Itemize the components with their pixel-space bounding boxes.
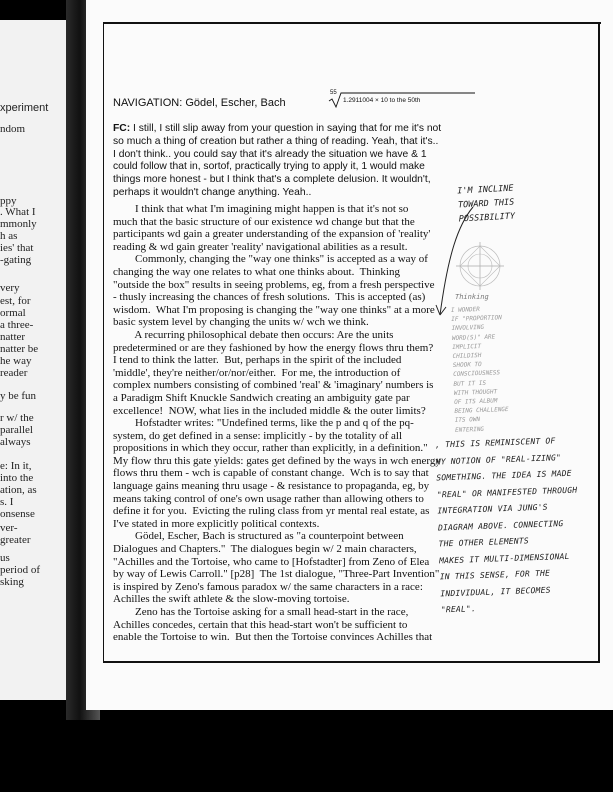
facing-page-fragment: onsense <box>0 508 35 520</box>
page-border-right <box>598 22 600 662</box>
text-line: "Achilles and the Tortoise, who came to [Hofstadter] from Zeno of Elea <box>113 555 430 568</box>
facing-page-fragment: into the <box>0 472 34 484</box>
text-line: excellence! NOW, what lies in the included middle & the outer limits? <box>113 404 426 417</box>
handwritten-line: , THIS IS REMINISCENT OF <box>434 436 556 450</box>
page-border-bottom <box>103 661 600 663</box>
facing-page-fragment: ver- <box>0 522 18 534</box>
root-expression <box>327 90 477 110</box>
text-line: Gödel, Escher, Bach is structured as "a counterpoint between <box>113 530 404 543</box>
handwritten-note-top <box>457 182 515 227</box>
interview-line: things more honest - but I think that's a complete delusion. It wouldn't, <box>113 174 431 186</box>
page-border-left <box>103 22 104 662</box>
text-line: A recurring philosophical debate then occurs: Are the units <box>113 328 394 341</box>
handwritten-line: TOWARD THIS <box>457 197 515 211</box>
facing-page-fragment: ndom <box>0 123 26 135</box>
handwritten-line: INTEGRATION VIA JUNG'S <box>437 502 548 516</box>
text-line: propositions in which they occur, rather than explicitly, in a definition." <box>113 442 428 455</box>
text-line: wisdom. What I'm proposing is changing the "way one thinks" at a more <box>113 303 435 316</box>
handwritten-line: IN THIS SENSE, FOR THE <box>439 568 551 582</box>
facing-page <box>0 20 75 700</box>
text-line: define it for you. Evicting the ruling class from yr mental real estate, as <box>113 505 430 518</box>
handwritten-line: "REAL" OR MANIFESTED THROUGH <box>436 485 578 499</box>
interview-line: so much a thing of creation but rather a thing of reading. Yeah, that it's.. <box>113 135 439 147</box>
facing-page-fragment: a three- <box>0 319 34 331</box>
handwritten-line: ITS OWN <box>454 416 481 425</box>
speaker-label: FC: <box>113 123 131 134</box>
handwritten-note-faint <box>451 304 510 435</box>
facing-page-fragment: parallel <box>0 424 33 436</box>
handwritten-line: THE OTHER ELEMENTS <box>438 536 529 549</box>
facing-page-fragment: us <box>0 552 10 564</box>
text-line: - thusly increasing the chances of fresh solutions. This is accepted (as) <box>113 291 426 304</box>
facing-page-fragment: -gating <box>0 254 32 266</box>
text-line: Dialogues and Chapters." The dialogues begin w/ 2 main characters, <box>113 543 417 556</box>
text-line: Achilles the swift athlete & the slow-moving tortoise. <box>113 593 350 606</box>
facing-page-fragment: natter be <box>0 343 39 355</box>
interview-line: I don't think.. you could say that it's already the situation we have & 1 <box>113 148 427 160</box>
facing-page-fragment: . What I <box>0 206 36 218</box>
facing-page-fragment: h as <box>0 230 18 242</box>
handwritten-line: IF "PROPORTION <box>451 314 502 324</box>
handwritten-line: DIAGRAM ABOVE. CONNECTING <box>437 518 564 532</box>
text-line: means taking control of one's own usage rather than allowing others to <box>113 492 424 505</box>
text-line: system, do get defined in a sense: implicitly - by the totality of all <box>113 429 402 442</box>
text-line: changing the way one relates to what one thinks about. Thinking <box>113 265 400 278</box>
handwritten-line: CHILDISH <box>452 351 482 360</box>
radicand: 1.2911004 × 10 to the 50th <box>343 97 421 104</box>
page-border-top <box>103 22 601 24</box>
text-line: is inspired by Zeno's famous paradox w/ the same characters in a race: <box>113 580 423 593</box>
interview-text: I still, I still slip away from your question in saying that for me it's not <box>130 123 442 134</box>
running-header: NAVIGATION: Gödel, Escher, Bach <box>113 97 286 109</box>
text-line: predetermined or are they fashioned by how the energy flows thru them? <box>113 341 434 354</box>
facing-page-fragment: period of <box>0 564 41 576</box>
facing-page-fragment: r w/ the <box>0 412 34 424</box>
handwritten-line: OF ITS ALBUM <box>454 397 498 406</box>
interview-line: perhaps it wouldn't change anything. Yeah.. <box>113 186 312 198</box>
handwritten-line: ENTERING <box>454 425 485 434</box>
facing-page-fragment: he way <box>0 355 32 367</box>
text-line: "outside the box" results in seeing problems, eg, from a fresh perspective <box>113 278 435 291</box>
handwritten-line: SOMETHING. THE IDEA IS MADE <box>436 468 572 483</box>
facing-page-fragment: mmonly <box>0 218 37 230</box>
handwritten-line: MAKES IT MULTI-DIMENSIONAL <box>439 551 570 565</box>
facing-page-fragment: xperiment <box>0 102 49 114</box>
text-line: I tend to think the latter. But, perhaps in the spirit of the included <box>113 354 402 367</box>
text-line: much that the basic structure of our existence wd change but that the <box>113 215 415 228</box>
facing-page-fragment: very <box>0 282 20 294</box>
interview-excerpt <box>113 123 442 200</box>
handwritten-line: WORD(S)" ARE <box>451 333 496 342</box>
text-line: I think that what I'm imagining might happen is that it's not so <box>113 203 409 215</box>
text-line: language gains meaning thru usage - & resistance to propaganda, eg, by <box>113 480 430 493</box>
handwritten-line: CONSCIOUSNESS <box>453 369 501 379</box>
text-line: flows thru them - wch is capable of constant change. Wch is to say that <box>113 467 429 480</box>
text-line: Commonly, changing the "way one thinks" is accepted as a way of <box>113 253 428 266</box>
handwritten-line: IMPLICIT <box>452 342 482 351</box>
facing-page-fragment: s. I <box>0 496 14 508</box>
handwritten-line: I WONDER <box>450 305 480 314</box>
interview-line <box>113 123 442 136</box>
text-line: Zeno has the Tortoise asking for a small head-start in the race, <box>113 606 409 618</box>
facing-page-fragment: ation, as <box>0 484 37 496</box>
handwritten-line: I'M INCLINE <box>457 183 514 197</box>
handwritten-line: INVOLVING <box>451 324 485 333</box>
root-index: 55 <box>330 90 337 96</box>
handwritten-note-margin <box>435 433 582 619</box>
facing-page-fragment: greater <box>0 534 31 546</box>
handwritten-line: SHOOK TO <box>452 361 482 370</box>
handwritten-line: MY NOTION OF "REAL-IZING" <box>435 452 562 466</box>
text-line: Achilles concedes, certain that this head-start won't be sufficient to <box>113 618 408 631</box>
handwritten-line: WITH THOUGHT <box>453 388 498 397</box>
facing-page-fragment: always <box>0 436 31 448</box>
text-line: complex numbers consisting of combined 'real' & 'imaginary' numbers is <box>113 379 434 392</box>
text-line: I've stated in more explicitly political contexts. <box>113 517 320 530</box>
handwritten-line: INDIVIDUAL, IT BECOMES <box>440 585 551 598</box>
facing-page-fragment: ies' that <box>0 242 34 254</box>
facing-page-fragment: ppy <box>0 195 17 207</box>
text-line: enable the Tortoise to win. But then the Tortoise convinces Achilles that <box>113 631 433 644</box>
interview-line: could follow that in, sortof, practically trying to apply it, 1 would make <box>113 161 425 173</box>
text-line: reading & wd gain greater 'reality' navigational abilities as a result. <box>113 240 408 253</box>
handwritten-line: POSSIBILITY <box>458 211 516 225</box>
text-line: 'middle', they're neither/or/nor/either. For me, the introduction of <box>113 366 401 379</box>
handwritten-line: BEING CHALLENGE <box>454 406 509 416</box>
handwritten-line: BUT IT IS <box>453 379 487 388</box>
text-line: Hofstadter writes: "Undefined terms, like the p and q of the pq- <box>113 417 414 430</box>
facing-page-fragment: y be fun <box>0 390 37 402</box>
text-line: a Paradigm Shift Knuckle Sandwich creating an ambiguity gate par <box>113 391 410 404</box>
text-line: basic system level by changing the units w/ wch we think. <box>113 316 369 329</box>
sketch-label: Thinking <box>455 293 489 301</box>
body-text <box>113 203 443 644</box>
text-line: My flow thru this gate yields: gates get defined by the ways in wch energy <box>113 454 441 467</box>
facing-page-fragment: est, for <box>0 295 31 307</box>
facing-page-fragment: reader <box>0 367 28 379</box>
facing-page-fragment: ormal <box>0 307 26 319</box>
facing-page-fragment: natter <box>0 331 26 343</box>
mandala-sketch-icon <box>445 238 515 298</box>
text-line: by way of Lewis Carroll." [p28] The 1st dialogue, "Three-Part Invention" <box>113 568 440 581</box>
facing-page-fragment: e: In it, <box>0 460 32 472</box>
facing-page-fragment: sking <box>0 576 24 588</box>
text-line: participants wd gain a greater understanding of the expansion of 'reality' <box>113 228 431 241</box>
handwritten-line: "REAL". <box>440 604 477 615</box>
